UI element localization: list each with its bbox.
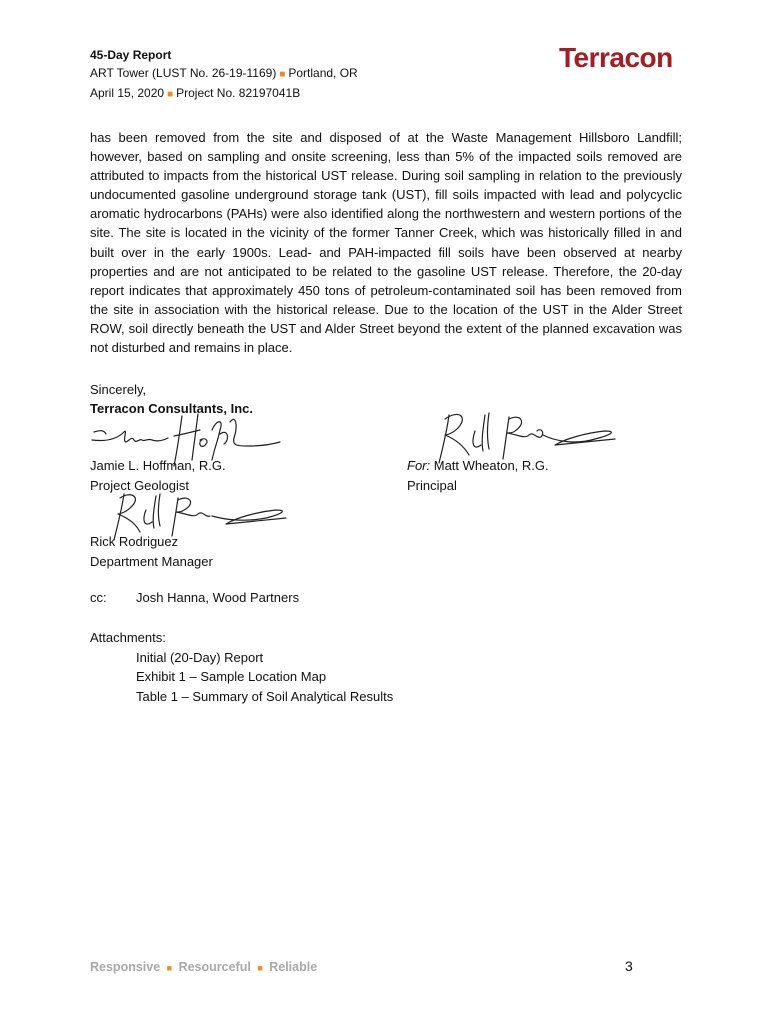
footer-word: Reliable	[269, 960, 318, 974]
signatory-title: Project Geologist	[90, 478, 189, 493]
list-item: Table 1 – Summary of Soil Analytical Results	[136, 688, 394, 704]
company-name: Terracon Consultants, Inc.	[90, 401, 254, 416]
project-number: Project No. 82197041B	[176, 86, 301, 100]
location: Portland, OR	[288, 66, 358, 80]
report-title: 45-Day Report	[90, 48, 172, 62]
footer-tagline	[90, 960, 317, 974]
square-bullet-icon: ■	[257, 963, 263, 973]
square-bullet-icon: ■	[166, 963, 173, 973]
signatory-name: Rick Rodriguez	[90, 534, 179, 549]
square-bullet-icon: ■	[279, 69, 286, 80]
for-prefix: For:	[407, 458, 431, 473]
salutation: Sincerely,	[90, 382, 147, 397]
header-line-2	[90, 64, 358, 84]
report-date: April 15, 2020	[90, 86, 165, 100]
header-line-3	[90, 84, 358, 104]
signatory-name: Jamie L. Hoffman, R.G.	[90, 458, 226, 473]
list-item: Exhibit 1 – Sample Location Map	[136, 669, 327, 684]
signatory-title: Principal	[407, 478, 457, 493]
cc-label: cc:	[90, 590, 107, 605]
footer-word: Responsive	[90, 960, 161, 974]
attachments	[90, 628, 393, 706]
square-bullet-icon: ■	[167, 89, 174, 100]
attachments-label: Attachments:	[90, 630, 166, 645]
cc-line	[90, 590, 299, 605]
signatory-name: Matt Wheaton, R.G.	[433, 458, 549, 473]
body-paragraph: has been removed from the site and disposed of at the Waste Management Hillsboro Landfill; however, based on sampling and onsite screening, less than 5% of the impacted soils removed are attributed to impacts from the historical UST release. During soil sampling in relation to the previously undocumented gasoline underground storage tank (UST), fill soils impacted with lead and polycyclic aromatic hydrocarbons (PAHs) were also identified along the northwestern and western portions of the site. The site is located in the vicinity of the former Tanner Creek, which was historically filled in and built over in the early 1900s. Lead- and PAH-impacted fill soils have been observed at nearby properties and are not anticipated to be related to the gasoline UST release. Therefore, the 20-day report indicates that approximately 450 tons of petroleum-contaminated soil has been removed from the site in association with the historical release. Due to the location of the UST in the Alder Street ROW, soil directly beneath the UST and Alder Street beyond the extent of the planned excavation was not disturbed and remains in place.	[90, 130, 682, 356]
signatory-rodriguez	[90, 532, 213, 572]
page-number: 3	[625, 958, 633, 974]
footer-word: Resourceful	[178, 960, 251, 974]
attachments-list	[90, 648, 393, 707]
cc-recipient: Josh Hanna, Wood Partners	[136, 590, 300, 605]
terracon-logo	[559, 40, 683, 74]
lust-number: ART Tower (LUST No. 26-19-1169)	[90, 66, 277, 80]
list-item: Initial (20-Day) Report	[136, 649, 264, 665]
signatory-wheaton	[407, 456, 549, 496]
report-header	[90, 46, 358, 104]
svg-text:Terracon: Terracon	[559, 42, 673, 73]
signatory-title: Department Manager	[90, 554, 213, 569]
